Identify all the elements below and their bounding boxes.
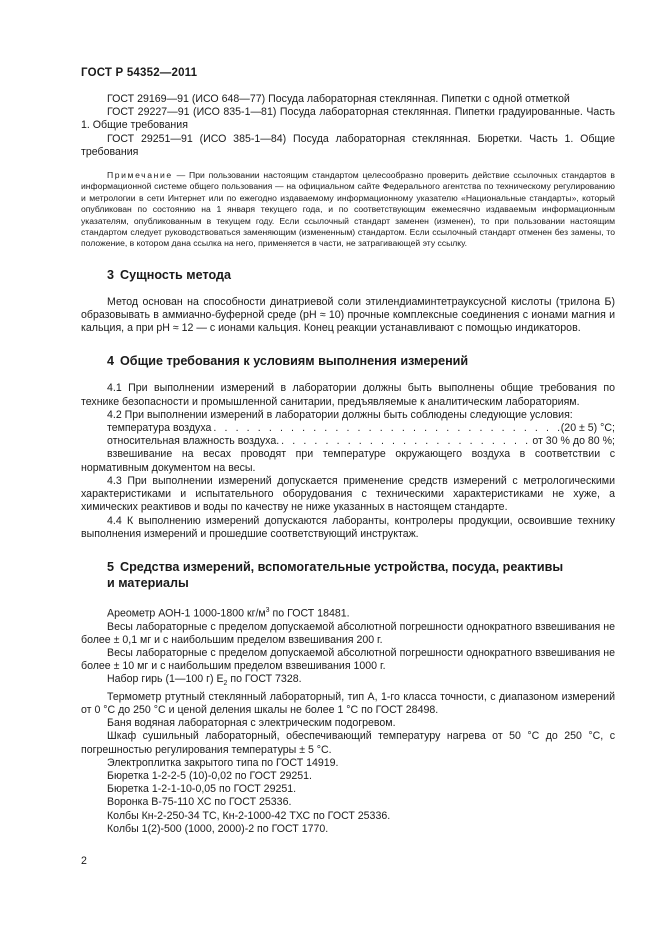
reference-item: ГОСТ 29227—91 (ИСО 835-1—81) Посуда лабораторная стеклянная. Пипетки градуированные. Часть 1. Общие требования [81,106,615,132]
condition-label: относительная влажность воздуха. [107,435,280,448]
superscript: 3 [265,606,270,614]
item-text: Набор гирь (1—100 г) Е [107,673,224,686]
list-item: Бюретка 1-2-1-10-0,05 по ГОСТ 29251. [107,783,297,796]
document-header: ГОСТ Р 54352—2011 [81,67,198,79]
clause-4-1: 4.1 При выполнении измерений в лаборатории должны быть выполнены общие требования по технике безопасности и промышленной санитарии, предъявляемые к аналитическим лабораториям. [81,382,615,408]
list-item: Весы лабораторные с пределом допускаемой абсолютной погрешности однократного взвешивания не более ± 0,1 мг и с наибольшим пределом взвешивания 200 г. [81,620,615,646]
list-item [81,604,615,621]
reference-item: ГОСТ 29251—91 (ИСО 385-1—84) Посуда лабораторная стеклянная. Бюретки. Часть 1. Общие требования [81,132,615,158]
section-number: 4 [107,354,115,369]
condition-value: (20 ± 5) °С; [560,422,615,435]
subscript: 2 [223,680,228,688]
list-item [81,673,615,690]
list-item: Электроплитка закрытого типа по ГОСТ 14919. [107,756,339,769]
dot-leader [279,435,532,448]
list-item: Весы лабораторные с пределом допускаемой абсолютной погрешности однократного взвешивания не более ± 10 мг и с наибольшим пределом взвешивания 1000 г. [81,647,615,673]
item-text: Ареометр АОН-1 1000-1800 кг/м [107,607,266,620]
list-item: Колбы Кн-2-250-34 ТС, Кн-2-1000-42 ТХС по ГОСТ 25336. [107,809,391,822]
item-text: по ГОСТ 18481. [269,607,350,620]
equipment-list [81,604,615,836]
note-paragraph [81,170,615,250]
item-text: по ГОСТ 7328. [227,673,302,686]
list-item: Воронка В-75-110 ХС по ГОСТ 25336. [107,796,292,809]
clause-4-2: 4.2 При выполнении измерений в лаборатории должны быть соблюдены следующие условия: [107,408,573,421]
section-title: Сущность метода [120,267,231,282]
section-number: 3 [107,267,115,282]
list-item: Колбы 1(2)-500 (1000, 2000)-2 по ГОСТ 1770. [107,822,329,835]
section-title-line2: и материалы [107,575,189,590]
section-number: 5 [107,559,115,574]
clause-4-4: 4.4 К выполнению измерений допускаются лаборанты, контролеры продукции, освоившие технику выполнения измерений и прошедшие соответствующий инструктаж. [81,514,615,540]
list-item: Бюретка 1-2-2-5 (10)-0,02 по ГОСТ 29251. [107,769,312,782]
note-text: — При пользовании настоящим стандартом целесообразно проверить действие ссылочных стандартов в информационной системе общего пользования — на официальном сайте Федерального агентства по техническому регулированию и метрологии в сети Интернет или по ежегодно издаваемому информационному указателю «Национальные стандарты», который опубликован по состоянию на 1 января текущего года, и по соответствующим ежемесячно издаваемым информационным указателям, опубликованным в текущем году. Если ссылочный стандарт заменен (изменен), то при пользовании настоящим стандартом следует руководствоваться заменяющим (измененным) стандартом. Если ссылочный стандарт отменен без замены, то положение, в котором дана ссылка на него, применяется в части, не затрагивающей эту ссылку. [81,170,615,249]
section-5-heading [81,559,615,591]
section-3-text: Метод основан на способности динатриевой соли этилендиаминтетрауксусной кислоты (трилона Б) образовывать в аммиачно-буферной среде (рН ≈ 10) прочные комплексные соединения с ионами магния и кальция, а при рН ≈ 12 — с ионами кальция. Конец реакции устанавливают с помощью индикаторов. [81,295,615,335]
section-3-heading [81,267,615,283]
condition-temperature [81,422,615,435]
list-item: Баня водяная лабораторная с электрическим подогревом. [107,717,396,730]
condition-value: от 30 % до 80 %; [532,435,615,448]
condition-humidity [81,435,615,448]
condition-label: температура воздуха [107,422,212,435]
section-4-heading [81,353,615,369]
list-item: Термометр ртутный стеклянный лабораторный, тип А, 1-го класса точности, с диапазоном измерений от 0 °С до 250 °С и ценой деления шкалы не более 1 °С по ГОСТ 28498. [81,690,615,716]
note-label: Примечание [107,170,173,181]
clause-4-3: 4.3 При выполнении измерений допускается применение средств измерений с метрологическими характеристиками и испытательного оборудования с техническими характеристиками не хуже, а химических реактивов и воды по качеству не ниже указанных в настоящем стандарте. [81,474,615,514]
dot-leader [211,422,560,435]
reference-item: ГОСТ 29169—91 (ИСО 648—77) Посуда лабораторная стеклянная. Пипетки с одной отметкой [107,93,570,105]
list-item: Шкаф сушильный лабораторный, обеспечивающий температуру нагрева от 50 °С до 250 °С, с погрешностью регулирования температуры ± 5 °С. [81,730,615,756]
section-title: Общие требования к условиям выполнения измерений [120,354,469,369]
page-number: 2 [81,855,87,867]
document-body [81,93,615,836]
section-title-line1: Средства измерений, вспомогательные устройства, посуда, реактивы [120,559,564,574]
clause-4-2-weighing: взвешивание на весах проводят при температуре окружающего воздуха в соответствии с нормативным документом на весы. [81,448,615,474]
